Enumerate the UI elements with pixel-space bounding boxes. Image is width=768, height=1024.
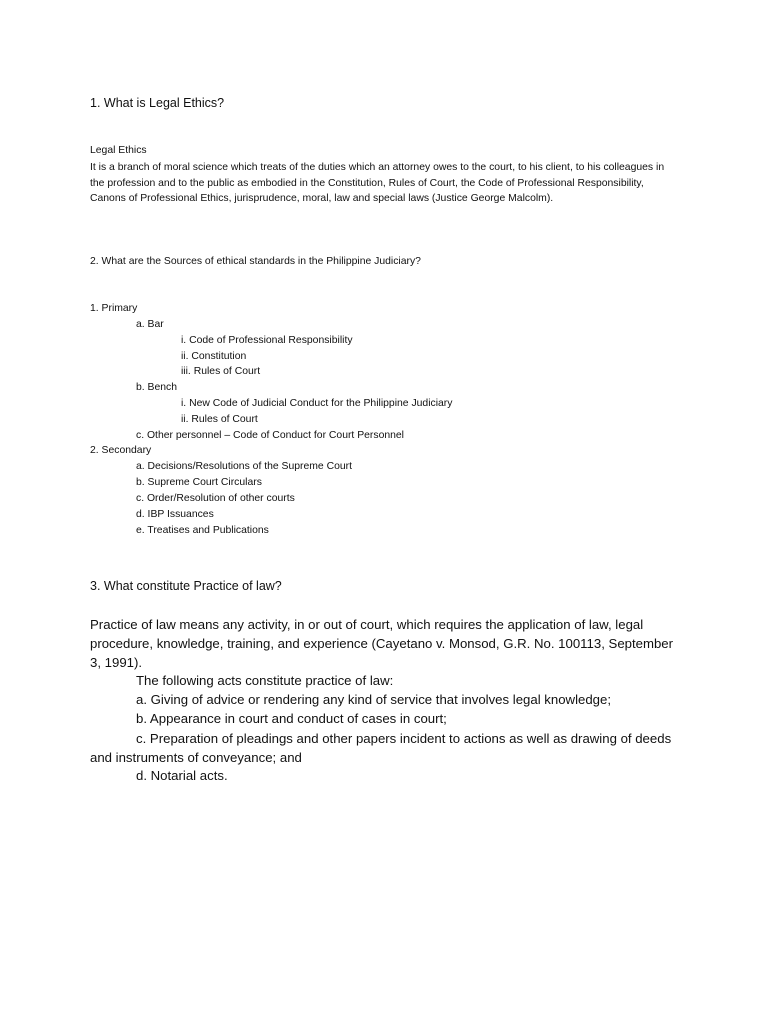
list-item: c. Order/Resolution of other courts: [136, 493, 295, 504]
list-item: i. Code of Professional Responsibility: [181, 335, 353, 346]
list-item: b. Appearance in court and conduct of cases in court;: [136, 711, 447, 726]
list-item: e. Treatises and Publications: [136, 525, 269, 536]
list-item: d. IBP Issuances: [136, 509, 214, 520]
list-primary-bench: b. Bench: [136, 382, 178, 393]
legal-ethics-definition: It is a branch of moral science which treats of the duties which an attorney owes to the court, to his client, to his colleagues in the profession and to the public as embodied in the Constitution, Rules of Court, the Code of Professional Responsibility, Canons of Professional Ethics, jurisprudence, moral, law and special laws (Justice George Malcolm).: [90, 162, 665, 205]
list-item: a. Decisions/Resolutions of the Supreme Court: [136, 461, 353, 472]
list-item: iii. Rules of Court: [181, 366, 261, 377]
list-item: a. Giving of advice or rendering any kind of service that involves legal knowledge;: [136, 692, 612, 707]
list-item: ii. Rules of Court: [181, 414, 258, 425]
question-2-heading: 2. What are the Sources of ethical standards in the Philippine Judiciary?: [90, 256, 421, 267]
practice-of-law-definition: Practice of law means any activity, in or out of court, which requires the application of law, legal procedure, knowledge, training, and experience (Cayetano v. Monsod, G.R. No. 100113, September 3, 1991).: [90, 617, 674, 670]
list-primary-other-personnel: c. Other personnel – Code of Conduct for Court Personnel: [136, 430, 404, 441]
list-item: ii. Constitution: [181, 351, 247, 362]
question-1-heading: 1. What is Legal Ethics?: [90, 96, 225, 110]
list-primary: 1. Primary: [90, 303, 138, 314]
list-secondary: 2. Secondary: [90, 445, 152, 456]
legal-ethics-term: Legal Ethics: [90, 145, 147, 156]
list-item: d. Notarial acts.: [136, 768, 228, 783]
list-item: i. New Code of Judicial Conduct for the Philippine Judiciary: [181, 398, 453, 409]
question-3-heading: 3. What constitute Practice of law?: [90, 579, 282, 593]
list-item: c. Preparation of pleadings and other papers incident to actions as well as drawing of deeds and instruments of conveyance; and: [90, 731, 672, 765]
practice-of-law-intro: The following acts constitute practice of law:: [136, 673, 394, 688]
list-item: b. Supreme Court Circulars: [136, 477, 262, 488]
list-primary-bar: a. Bar: [136, 319, 164, 330]
